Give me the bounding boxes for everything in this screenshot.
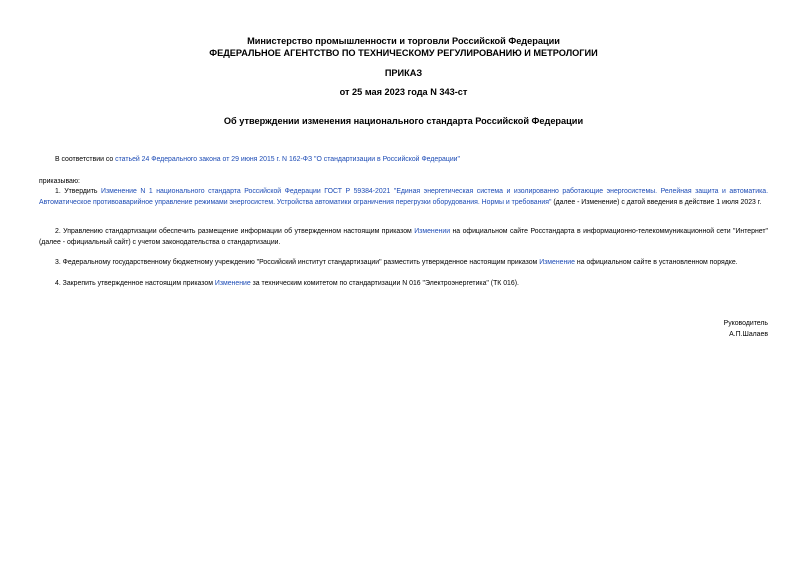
standard-amendment-link[interactable]: Изменение N 1 национального стандарта Российской Федерации ГОСТ Р 59384-2021 "Единая энергетическая система и изолированно работающие энергосистемы. Релейная защита и автоматика. Автоматическое противоаварийное управление режимами энергосистем. Устройства автоматики ограничения перегрузки оборудования. Нормы и требования" [39, 188, 768, 206]
item-1-prefix: 1. Утвердить [55, 188, 102, 195]
item-1 [39, 187, 768, 208]
document-date-number: от 25 мая 2023 года N 343-ст [339, 87, 468, 97]
signer-name: А.П.Шалаев [729, 331, 768, 338]
item-2-suffix: на официальном сайте Росстандарта в информационно-телекоммуникационной сети "Интернет" (далее - официальный сайт) с учетом законодательства о стандартизации. [39, 228, 768, 246]
federal-law-link[interactable]: статьей 24 Федерального закона от 29 июня 2015 г. N 162-ФЗ "О стандартизации в Российской Федерации" [115, 156, 460, 163]
preamble-prefix: В соответствии со [55, 156, 116, 163]
item-2 [39, 227, 768, 248]
agency-name: ФЕДЕРАЛЬНОЕ АГЕНТСТВО ПО ТЕХНИЧЕСКОМУ РЕГУЛИРОВАНИЮ И МЕТРОЛОГИИ [209, 48, 598, 58]
preamble [39, 155, 768, 166]
item-4 [39, 279, 768, 290]
ministry-name: Министерство промышленности и торговли Российской Федерации [247, 36, 560, 46]
item-3-suffix: на официальном сайте в установленном порядке. [575, 259, 738, 266]
amendment-link-4[interactable]: Изменение [214, 280, 251, 287]
item-2-prefix: 2. Управлению стандартизации обеспечить размещение информации об утвержденном настоящим приказом [55, 228, 415, 235]
item-4-prefix: 4. Закрепить утвержденное настоящим приказом [55, 280, 215, 287]
order-word: приказываю: [39, 178, 80, 185]
item-4-suffix: за техническим комитетом по стандартизации N 016 "Электроэнергетика" (ТК 016). [250, 280, 519, 287]
amendment-link-3[interactable]: Изменение [539, 259, 575, 266]
document-type: ПРИКАЗ [384, 68, 423, 78]
signer-position: Руководитель [723, 320, 768, 327]
item-3 [39, 258, 768, 269]
item-1-suffix: (далее - Изменение) с датой введения в действие 1 июля 2023 г. [551, 198, 762, 206]
document-title: Об утверждении изменения национального стандарта Российской Федерации [223, 116, 584, 126]
item-3-prefix: 3. Федеральному государственному бюджетному учреждению "Российский институт стандартизации" разместить утвержденное настоящим приказом [55, 259, 540, 266]
amendment-link-2[interactable]: Изменении [414, 228, 451, 235]
